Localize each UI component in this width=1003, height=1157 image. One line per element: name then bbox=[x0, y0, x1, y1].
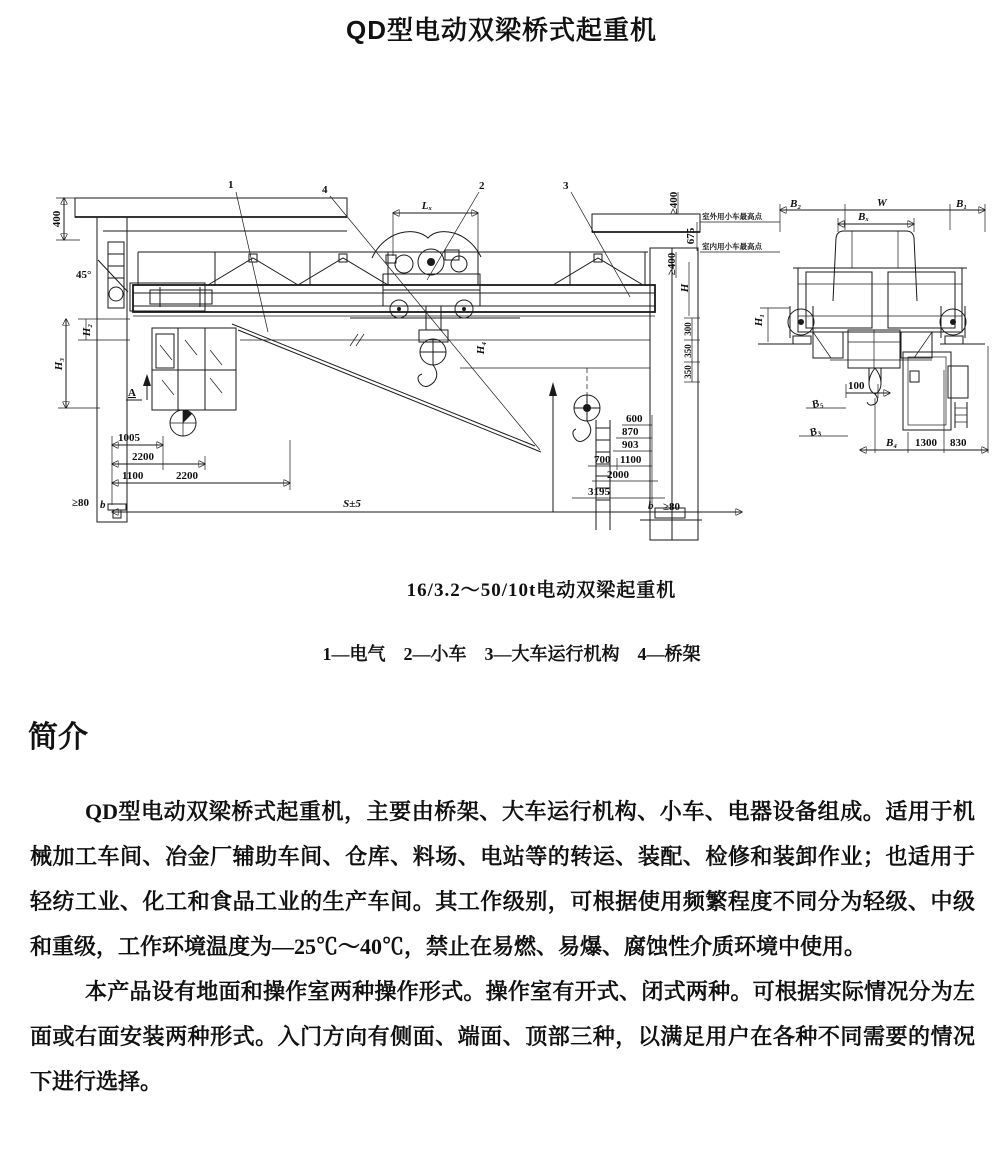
intro-paragraph-2: 本产品设有地面和操作室两种操作形式。操作室有开式、闭式两种。可根据实际情况分为左面或右面安装两种形式。入门方向有侧面、端面、顶部三种，以满足用户在各种不同需要的情况下进行选择。 bbox=[30, 979, 975, 1094]
dim-ge80-left: ≥80 bbox=[72, 497, 90, 509]
dim-h4: H₄ bbox=[475, 341, 487, 355]
dim-h2: H₂ bbox=[81, 323, 93, 337]
figure-legend: 1—电气 2—小车 3—大车运行机构 4—桥架 bbox=[322, 644, 701, 664]
dim-700: 700 bbox=[594, 454, 611, 466]
view-a-label: A bbox=[128, 387, 136, 399]
operator-cab bbox=[152, 328, 236, 436]
dim-bx: Bₓ bbox=[858, 211, 870, 223]
dim-2000: 2000 bbox=[607, 469, 629, 481]
dim-3195: 3195 bbox=[588, 486, 610, 498]
dim-b5: B₅ bbox=[810, 396, 825, 412]
leader-1-electrics: 1 bbox=[228, 179, 234, 191]
dim-h-rail: H bbox=[679, 283, 691, 293]
dim-b2: B₂ bbox=[790, 198, 802, 210]
dim-830: 830 bbox=[950, 437, 967, 449]
trolley bbox=[350, 213, 520, 387]
leader-4-bridge: 4 bbox=[322, 184, 328, 196]
dim-ge400-top: ≥400 bbox=[668, 191, 680, 215]
rail-b-left: b bbox=[100, 499, 106, 511]
angle-45: 45° bbox=[76, 269, 92, 281]
side-view bbox=[758, 204, 985, 430]
dim-870: 870 bbox=[622, 426, 639, 438]
leader-2-trolley: 2 bbox=[479, 180, 485, 192]
dim-1005: 1005 bbox=[118, 432, 140, 444]
page-title: QD型电动双梁桥式起重机 bbox=[345, 15, 657, 45]
intro-body bbox=[30, 789, 975, 1104]
intro-heading: 简介 bbox=[28, 721, 88, 754]
bridge-girder bbox=[133, 252, 655, 368]
dim-600: 600 bbox=[626, 413, 643, 425]
hoist-height-arrow bbox=[549, 382, 557, 512]
dim-2200-a: 2200 bbox=[132, 451, 154, 463]
dim-903: 903 bbox=[622, 439, 639, 451]
rail-b-right: b bbox=[648, 500, 654, 512]
figure-caption: 16/3.2～50/10t电动双梁起重机 bbox=[406, 580, 677, 601]
dim-300: 300 bbox=[683, 322, 693, 336]
dim-1300: 1300 bbox=[915, 437, 937, 449]
dim-span-s: S±5 bbox=[343, 498, 361, 510]
dim-1100-left: 1100 bbox=[122, 470, 144, 482]
intro-paragraph-1: QD型电动双梁桥式起重机，主要由桥架、大车运行机构、小车、电器设备组成。适用于机械加工车间、冶金厂辅助车间、仓库、料场、电站等的转运、装配、检修和装卸作业；也适用于轻纺工业、化工和食品工业的生产车间。其工作级别，可根据使用频繁程度不同分为轻级、中级和重级，工作环境温度为—25℃～40℃，禁止在易燃、易爆、腐蚀性介质环境中使用。 bbox=[30, 799, 975, 959]
dim-w: W bbox=[877, 197, 887, 209]
dim-b1: B₁ bbox=[956, 198, 968, 210]
dim-b4: B₄ bbox=[886, 437, 898, 449]
dim-ge80-right: ≥80 bbox=[663, 501, 681, 513]
dim-1100-right: 1100 bbox=[620, 454, 642, 466]
dim-ge400-mid: ≥400 bbox=[666, 252, 678, 276]
dim-100: 100 bbox=[848, 380, 865, 392]
note-indoor-trolley-highest: 室内用小车最高点 bbox=[702, 242, 762, 251]
dim-350-a: 350 bbox=[683, 344, 693, 358]
dim-h3: H₃ bbox=[53, 357, 65, 371]
dimensions-main-view bbox=[56, 192, 780, 512]
leader-3-travel-mechanism: 3 bbox=[563, 180, 569, 192]
dim-b3: B₃ bbox=[807, 424, 823, 440]
diagonal-brace bbox=[232, 324, 541, 452]
dim-lx: Lₓ bbox=[421, 200, 433, 212]
crane-technical-drawing bbox=[0, 0, 1003, 565]
dim-2200-b: 2200 bbox=[176, 470, 198, 482]
note-outdoor-trolley-highest: 室外用小车最高点 bbox=[702, 212, 762, 221]
dim-675: 675 bbox=[685, 227, 697, 245]
dim-400-left: 400 bbox=[51, 210, 63, 228]
dim-h1: H₁ bbox=[753, 313, 765, 327]
drawing-labels bbox=[51, 179, 967, 513]
dim-350-b: 350 bbox=[683, 365, 693, 379]
